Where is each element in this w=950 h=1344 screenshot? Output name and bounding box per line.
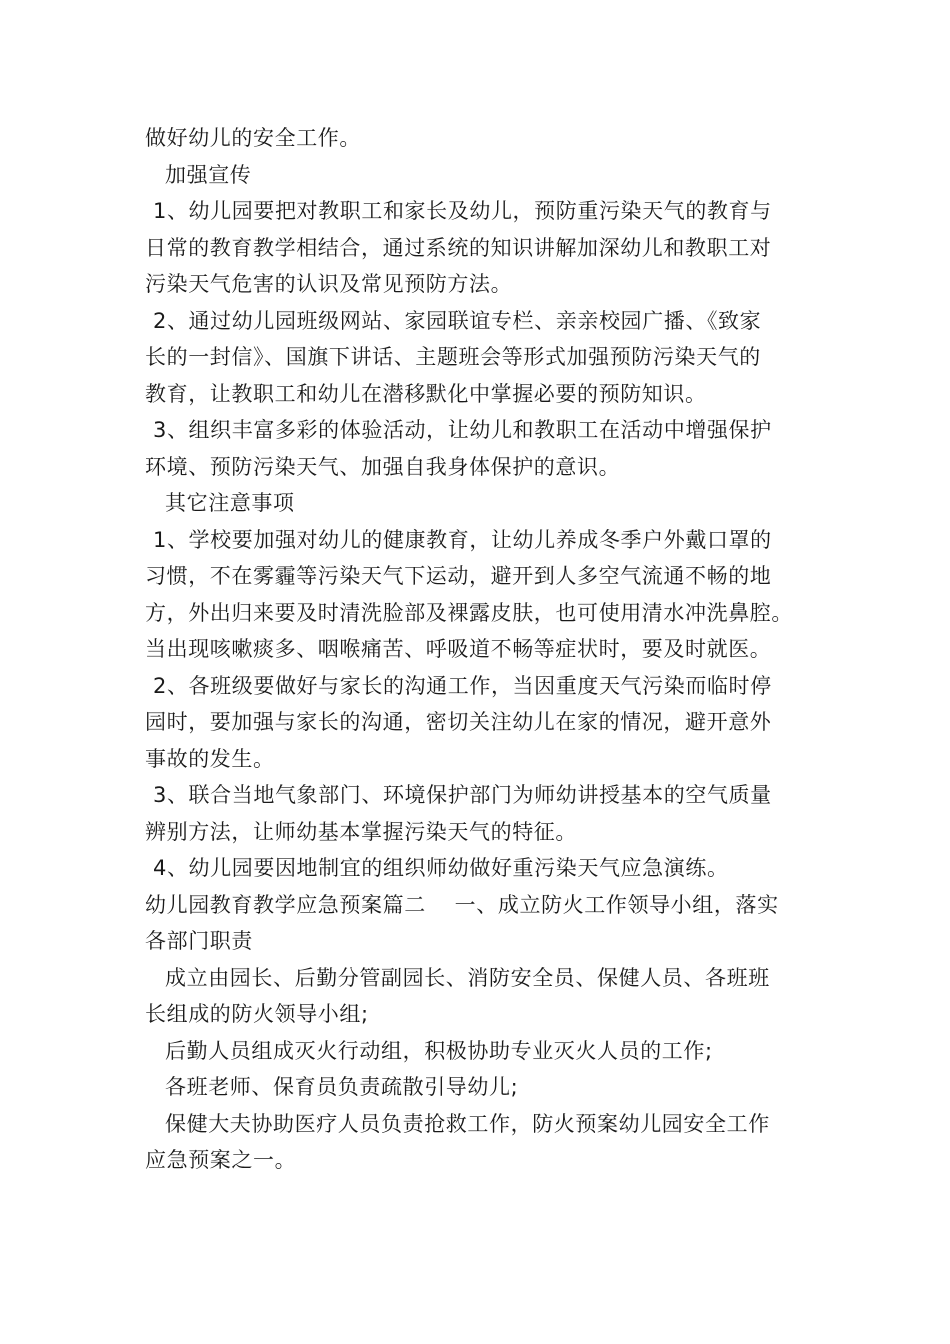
paragraph-line: 1、幼儿园要把对教职工和家长及幼儿，预防重污染天气的教育与 (153, 199, 772, 223)
section-heading: 加强宣传 (165, 162, 252, 187)
paragraph-line: 各班老师、保育员负责疏散引导幼儿; (165, 1075, 519, 1099)
paragraph-line: 各部门职责 (145, 929, 253, 953)
paragraph-line: 方，外出归来要及时清洗脸部及裸露皮肤，也可使用清水冲洗鼻腔。 (145, 600, 793, 625)
paragraph-line: 园时，要加强与家长的沟通，密切关注幼儿在家的情况，避开意外 (145, 710, 772, 734)
paragraph-line: 污染天气危害的认识及常见预防方法。 (145, 272, 513, 296)
paragraph-line: 3、联合当地气象部门、环境保护部门为师幼讲授基本的空气质量 (153, 783, 772, 807)
paragraph-line: 环境、预防污染天气、加强自我身体保护的意识。 (145, 454, 621, 479)
paragraph-line: 1、学校要加强对幼儿的健康教育，让幼儿养成冬季户外戴口罩的 (153, 527, 772, 552)
paragraph-line: 辨别方法，让师幼基本掌握污染天气的特征。 (145, 819, 577, 844)
paragraph-line: 2、通过幼儿园班级网站、家园联谊专栏、亲亲校园广播、《致家 (153, 308, 762, 333)
paragraph-line: 事故的发生。 (145, 746, 275, 771)
paragraph-line: 习惯，不在雾霾等污染天气下运动，避开到人多空气流通不畅的地 (145, 564, 772, 588)
paragraph-line: 长的一封信》、国旗下讲话、主题班会等形式加强预防污染天气的 (145, 345, 761, 369)
paragraph-line: 3、组织丰富多彩的体验活动，让幼儿和教职工在活动中增强保护 (153, 418, 772, 442)
paragraph-line: 做好幼儿的安全工作。 (145, 126, 361, 150)
paragraph-line: 应急预案之一。 (145, 1148, 297, 1172)
section-heading: 幼儿园教育教学应急预案篇二 一、成立防火工作领导小组，落实 (145, 892, 779, 917)
document-body (145, 120, 825, 1179)
paragraph-line: 日常的教育教学相结合，通过系统的知识讲解加深幼儿和教职工对 (145, 235, 772, 260)
paragraph-line: 教育，让教职工和幼儿在潜移默化中掌握必要的预防知识。 (145, 381, 707, 406)
paragraph-line: 成立由园长、后勤分管副园长、消防安全员、保健人员、各班班 (165, 965, 770, 990)
section-heading: 其它注意事项 (165, 491, 295, 515)
paragraph-line: 后勤人员组成灭火行动组，积极协助专业灭火人员的工作; (165, 1038, 713, 1063)
paragraph-line: 当出现咳嗽痰多、咽喉痛苦、呼吸道不畅等症状时，要及时就医。 (145, 637, 772, 661)
paragraph-line: 保健大夫协助医疗人员负责抢救工作，防火预案幼儿园安全工作 (165, 1111, 770, 1136)
paragraph-line: 4、幼儿园要因地制宜的组织师幼做好重污染天气应急演练。 (153, 856, 729, 880)
paragraph-line: 长组成的防火领导小组; (145, 1002, 369, 1026)
paragraph-line: 2、各班级要做好与家长的沟通工作，当因重度天气污染而临时停 (153, 673, 772, 698)
